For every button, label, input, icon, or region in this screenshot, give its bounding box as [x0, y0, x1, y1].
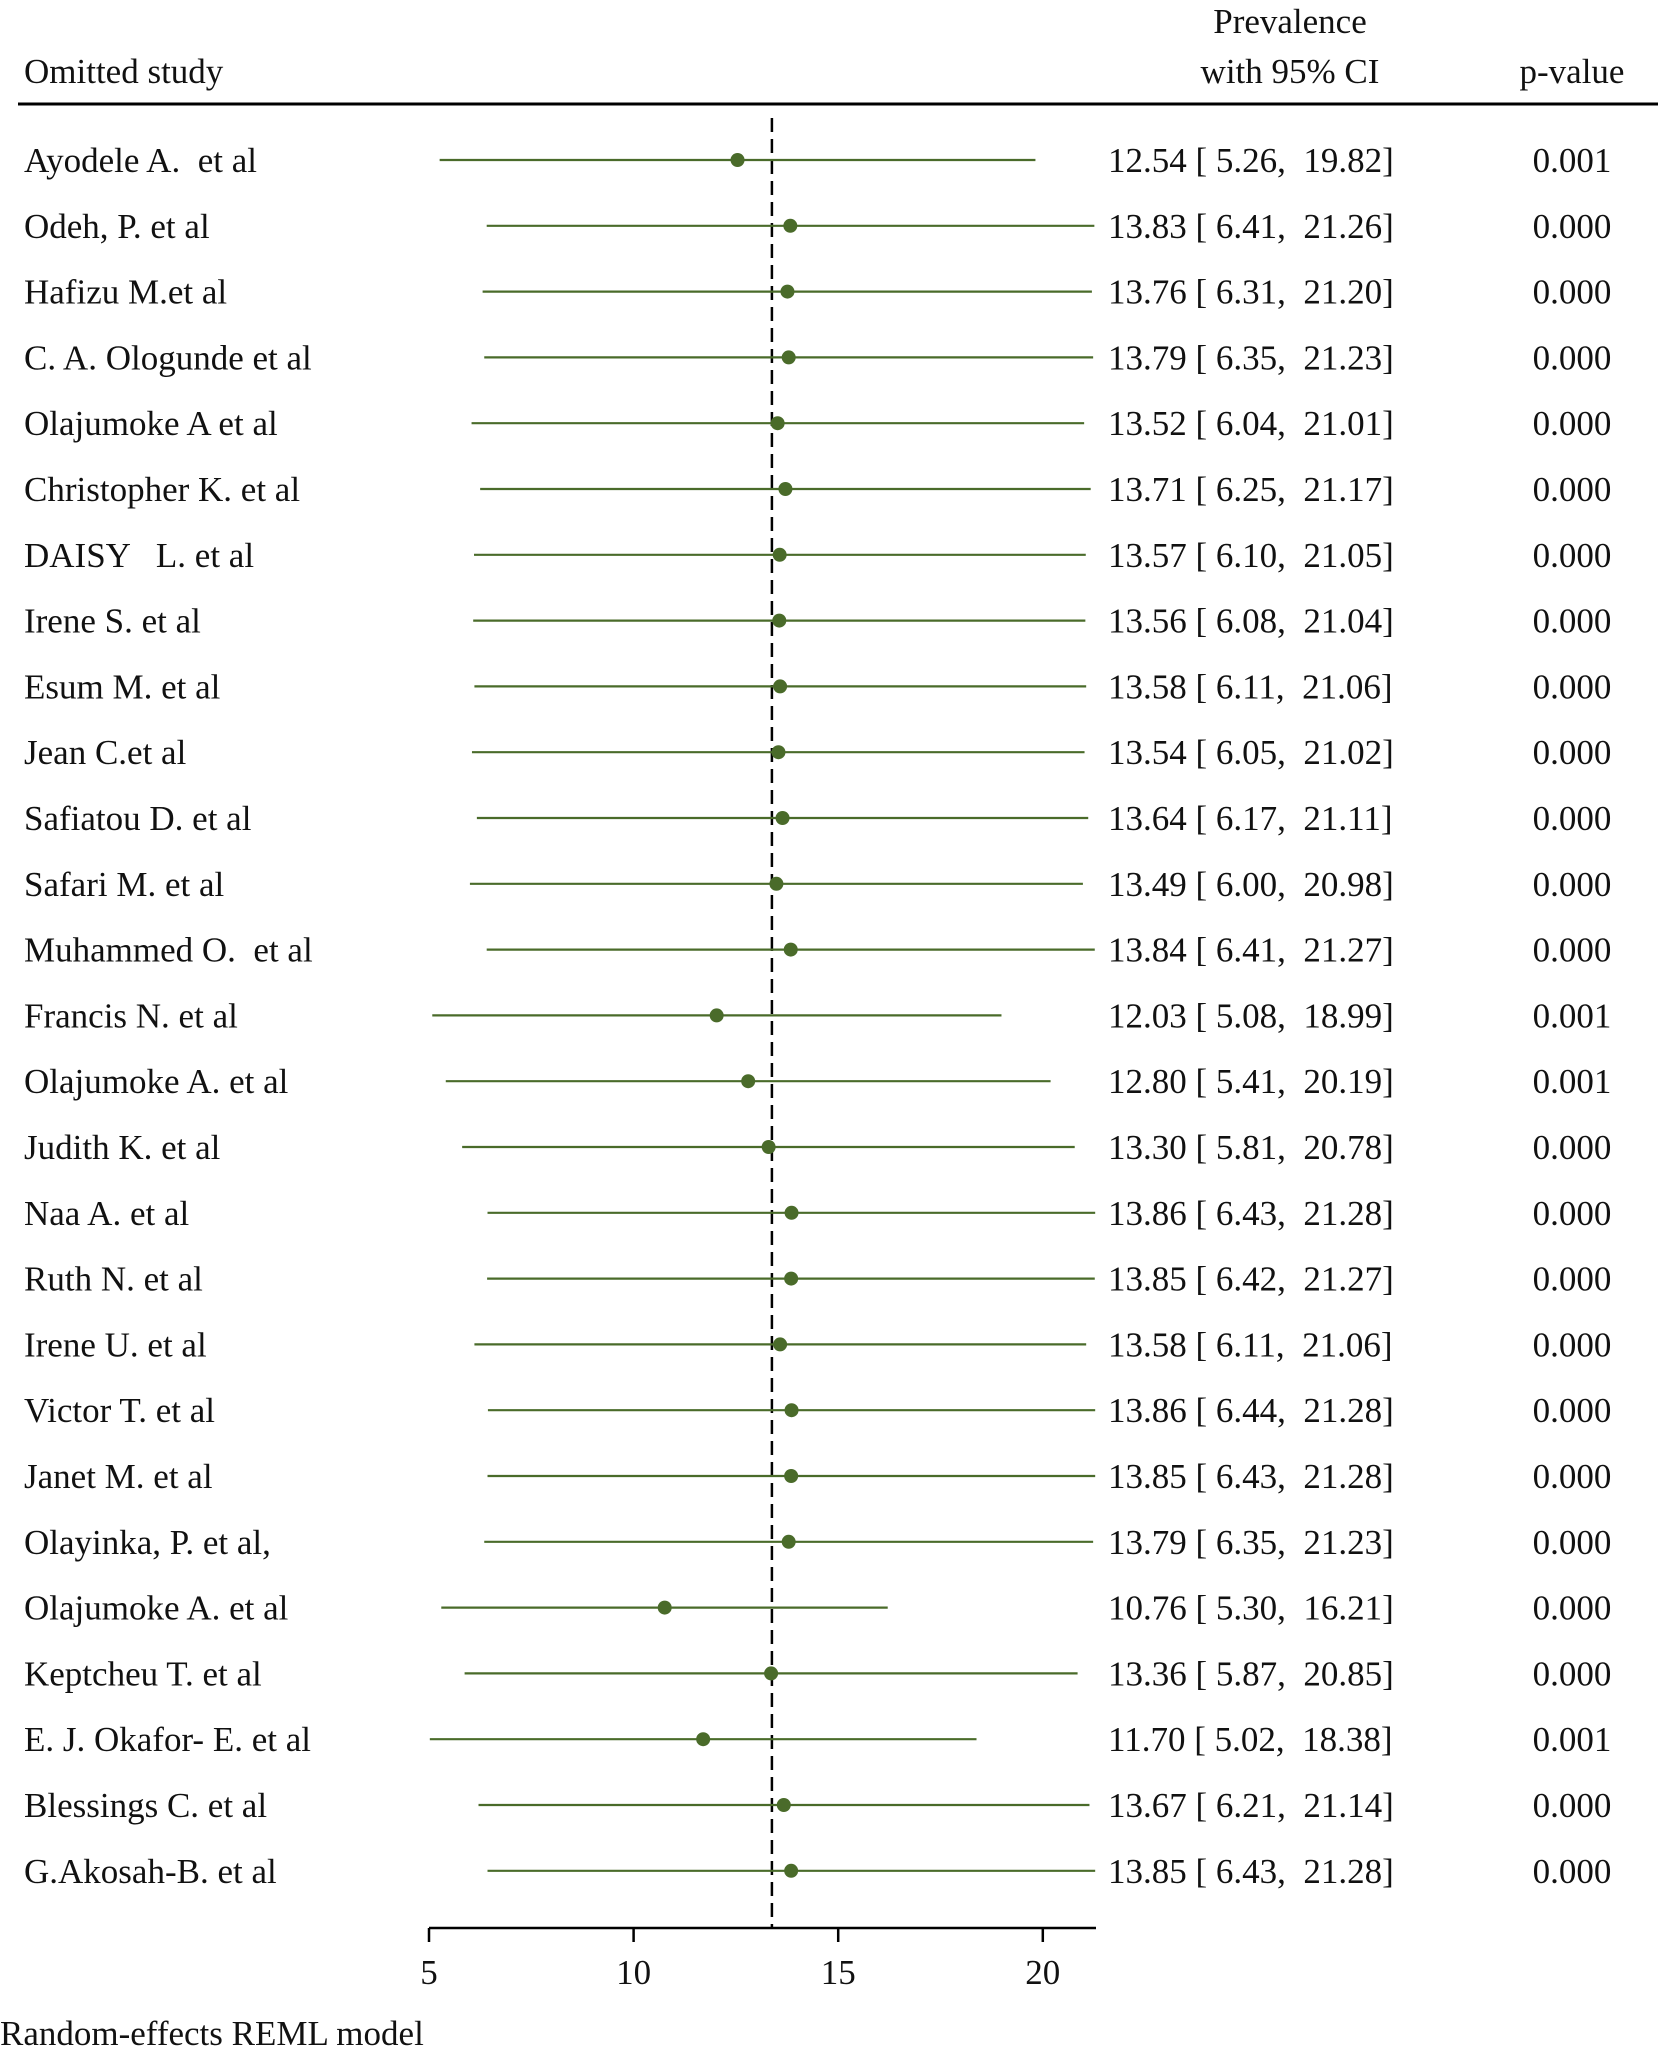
table-row	[24, 799, 1611, 838]
point-estimate	[731, 153, 745, 167]
point-estimate	[777, 1798, 791, 1812]
study-name: Judith K. et al	[24, 1128, 221, 1167]
ci-value-text: 13.86 [ 6.44, 21.28]	[1108, 1391, 1394, 1431]
study-name: DAISY L. et al	[24, 535, 255, 575]
study-name: Olayinka, P. et al,	[24, 1522, 271, 1562]
ci-value-text: 13.85 [ 6.42, 21.27]	[1108, 1259, 1394, 1299]
p-value-text: 0.000	[1532, 535, 1612, 575]
p-value-text: 0.000	[1532, 1786, 1612, 1825]
point-estimate	[696, 1732, 710, 1746]
table-row	[24, 996, 1611, 1035]
table-row	[24, 536, 1611, 575]
p-value-text: 0.000	[1532, 1522, 1612, 1562]
point-estimate	[773, 548, 787, 562]
p-value-text: 0.000	[1532, 272, 1612, 312]
study-name: Irene S. et al	[24, 601, 201, 641]
p-value-text: 0.000	[1532, 601, 1612, 641]
study-name: C. A. Ologunde et al	[24, 338, 312, 378]
ci-value-text: 12.03 [ 5.08, 18.99]	[1108, 996, 1394, 1036]
p-value-text: 0.000	[1532, 799, 1612, 838]
ci-value-text: 13.57 [ 6.10, 21.05]	[1108, 535, 1394, 575]
p-value-text: 0.000	[1532, 1457, 1612, 1496]
table-row	[24, 1194, 1611, 1233]
table-row	[24, 1654, 1611, 1693]
header-prevalence: Prevalence	[1213, 2, 1367, 41]
point-estimate	[658, 1601, 672, 1615]
table-row	[24, 602, 1611, 641]
ci-value-text: 13.58 [ 6.11, 21.06]	[1108, 667, 1393, 707]
ci-value-text: 13.56 [ 6.08, 21.04]	[1108, 601, 1394, 641]
study-name: Hafizu M.et al	[24, 272, 228, 312]
ci-value-text: 13.83 [ 6.41, 21.26]	[1108, 206, 1394, 246]
ci-value-text: 12.54 [ 5.26, 19.82]	[1108, 141, 1394, 180]
table-row	[24, 207, 1611, 246]
ci-value-text: 13.49 [ 6.00, 20.98]	[1108, 864, 1394, 904]
study-name: Ruth N. et al	[24, 1259, 203, 1299]
study-rows	[24, 141, 1611, 1891]
p-value-text: 0.000	[1532, 470, 1612, 509]
p-value-text: 0.000	[1532, 1654, 1612, 1694]
ci-value-text: 13.30 [ 5.81, 20.78]	[1108, 1128, 1394, 1167]
p-value-text: 0.000	[1532, 1851, 1612, 1891]
table-row	[24, 1260, 1611, 1299]
point-estimate	[784, 1272, 798, 1286]
point-estimate	[764, 1666, 778, 1680]
p-value-text: 0.000	[1532, 1193, 1612, 1233]
point-estimate	[785, 1206, 799, 1220]
p-value-text: 0.000	[1532, 1128, 1612, 1167]
point-estimate	[773, 1337, 787, 1351]
p-value-text: 0.001	[1532, 1720, 1612, 1760]
study-name: Ayodele A. et al	[24, 141, 257, 180]
ci-value-text: 13.36 [ 5.87, 20.85]	[1108, 1654, 1394, 1694]
ci-value-text: 13.84 [ 6.41, 21.27]	[1108, 930, 1394, 970]
study-name: E. J. Okafor- E. et al	[24, 1720, 311, 1760]
table-row	[24, 865, 1611, 904]
p-value-text: 0.000	[1532, 1391, 1612, 1431]
ci-value-text: 13.79 [ 6.35, 21.23]	[1108, 338, 1394, 378]
p-value-text: 0.000	[1532, 338, 1612, 378]
x-tick-label: 10	[616, 1953, 652, 1992]
ci-value-text: 13.52 [ 6.04, 21.01]	[1108, 404, 1394, 444]
ci-value-text: 13.58 [ 6.11, 21.06]	[1108, 1325, 1393, 1365]
ci-value-text: 13.86 [ 6.43, 21.28]	[1108, 1193, 1394, 1233]
ci-value-text: 13.85 [ 6.43, 21.28]	[1108, 1457, 1394, 1496]
table-row	[24, 1786, 1611, 1825]
study-name: G.Akosah-B. et al	[24, 1851, 277, 1891]
point-estimate	[741, 1074, 755, 1088]
table-row	[24, 1852, 1611, 1891]
point-estimate	[769, 877, 783, 891]
table-row	[24, 1523, 1611, 1562]
p-value-text: 0.000	[1532, 733, 1612, 773]
x-axis	[420, 1928, 1096, 1992]
p-value-text: 0.000	[1532, 1588, 1612, 1628]
study-name: Keptcheu T. et al	[24, 1654, 262, 1694]
point-estimate	[785, 1403, 799, 1417]
ci-value-text: 12.80 [ 5.41, 20.19]	[1108, 1062, 1394, 1102]
point-estimate	[784, 1864, 798, 1878]
p-value-text: 0.001	[1532, 996, 1612, 1036]
study-name: Safiatou D. et al	[24, 799, 252, 838]
table-row	[24, 733, 1611, 772]
table-row	[24, 470, 1611, 509]
table-row	[24, 141, 1611, 180]
study-name: Safari M. et al	[24, 864, 225, 904]
study-name: Irene U. et al	[24, 1325, 207, 1365]
table-row	[24, 1589, 1611, 1628]
ci-value-text: 13.54 [ 6.05, 21.02]	[1108, 733, 1394, 773]
table-row	[24, 1457, 1611, 1496]
ci-value-text: 11.70 [ 5.02, 18.38]	[1108, 1720, 1393, 1760]
ci-value-text: 13.79 [ 6.35, 21.23]	[1108, 1522, 1394, 1562]
point-estimate	[771, 745, 785, 759]
study-name: Odeh, P. et al	[24, 206, 210, 246]
p-value-text: 0.000	[1532, 1259, 1612, 1299]
ci-value-text: 13.76 [ 6.31, 21.20]	[1108, 272, 1394, 312]
p-value-text: 0.000	[1532, 404, 1612, 444]
point-estimate	[773, 679, 787, 693]
ci-value-text: 13.71 [ 6.25, 21.17]	[1108, 470, 1394, 509]
x-tick-label: 20	[1025, 1953, 1061, 1992]
x-tick-label: 15	[820, 1953, 856, 1992]
point-estimate	[784, 943, 798, 957]
header-with-ci: with 95% CI	[1200, 52, 1380, 91]
study-name: Esum M. et al	[24, 667, 221, 707]
ci-value-text: 13.85 [ 6.43, 21.28]	[1108, 1851, 1394, 1891]
header-omitted-study: Omitted study	[24, 52, 224, 91]
study-name: Victor T. et al	[24, 1391, 215, 1431]
table-row	[24, 338, 1611, 377]
point-estimate	[782, 350, 796, 364]
x-tick-label: 5	[420, 1953, 438, 1992]
table-row	[24, 667, 1611, 706]
study-name: Blessings C. et al	[24, 1786, 268, 1825]
point-estimate	[776, 811, 790, 825]
table-row	[24, 1062, 1611, 1101]
header-p-value: p-value	[1519, 52, 1625, 91]
table-row	[24, 1720, 1611, 1759]
table-row	[24, 1128, 1611, 1167]
point-estimate	[784, 1469, 798, 1483]
study-name: Jean C.et al	[24, 733, 187, 773]
p-value-text: 0.000	[1532, 667, 1612, 707]
study-name: Francis N. et al	[24, 996, 238, 1036]
table-row	[24, 1325, 1611, 1364]
point-estimate	[710, 1008, 724, 1022]
point-estimate	[780, 285, 794, 299]
ci-value-text: 10.76 [ 5.30, 16.21]	[1108, 1588, 1394, 1628]
ci-value-text: 13.64 [ 6.17, 21.11]	[1108, 799, 1393, 838]
study-name: Naa A. et al	[24, 1193, 190, 1233]
point-estimate	[783, 219, 797, 233]
p-value-text: 0.000	[1532, 864, 1612, 904]
p-value-text: 0.000	[1532, 930, 1612, 970]
table-row	[24, 404, 1611, 443]
study-name: Olajumoke A et al	[24, 404, 278, 444]
table-row	[24, 1391, 1611, 1430]
point-estimate	[778, 482, 792, 496]
point-estimate	[762, 1140, 776, 1154]
study-name: Janet M. et al	[24, 1457, 213, 1496]
model-footnote: Random-effects REML model	[0, 2014, 424, 2053]
point-estimate	[771, 416, 785, 430]
p-value-text: 0.000	[1532, 206, 1612, 246]
point-estimate	[772, 614, 786, 628]
study-name: Olajumoke A. et al	[24, 1062, 289, 1102]
p-value-text: 0.001	[1532, 141, 1612, 180]
study-name: Christopher K. et al	[24, 470, 301, 509]
study-name: Olajumoke A. et al	[24, 1588, 289, 1628]
table-row	[24, 931, 1611, 970]
ci-value-text: 13.67 [ 6.21, 21.14]	[1108, 1786, 1394, 1825]
study-name: Muhammed O. et al	[24, 930, 313, 970]
p-value-text: 0.001	[1532, 1062, 1612, 1102]
point-estimate	[782, 1535, 796, 1549]
p-value-text: 0.000	[1532, 1325, 1612, 1365]
table-row	[24, 273, 1611, 312]
